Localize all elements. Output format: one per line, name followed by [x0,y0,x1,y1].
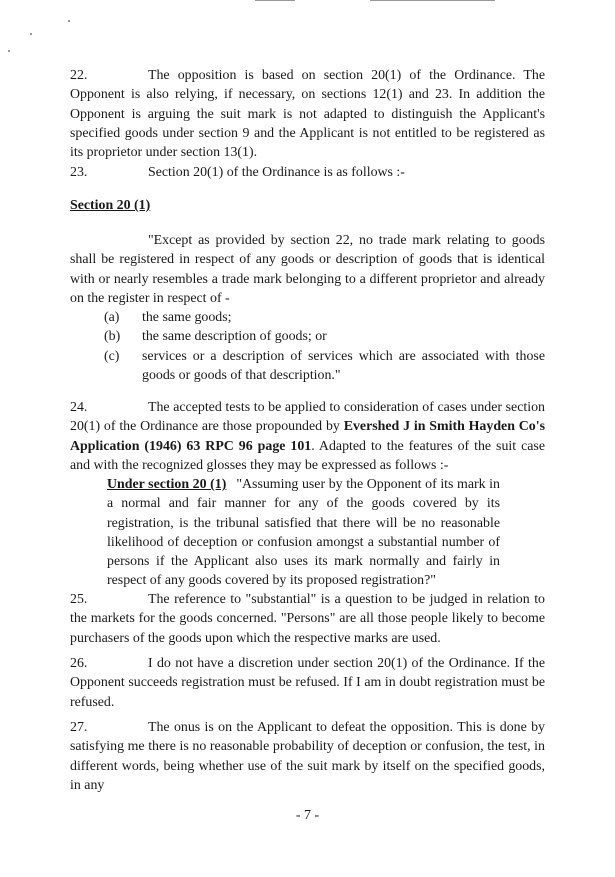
list-item-label: (a) [104,310,120,325]
paragraph-text: The reference to "substantial" is a question to be judged in relation to the markets for the goods concerned. "Persons" are all those people likely to become purchasers of the goods upon which the respective marks are used. [70,592,545,646]
paragraph-text: . Adapted to the features of the suit case and with the recognized glosses they may be expressed as follows :- [70,438,545,473]
paragraph-number: 27. [70,720,88,735]
paragraph-number: 26. [70,656,88,671]
list-item-label: (b) [104,329,121,345]
paragraph-22 [70,66,545,162]
statute-body: "Except as provided by section 22, no trade mark relating to goods shall be registered in respect of any goods or description of goods that is identical with or nearly resembles a trade mark belonging to a different proprietor and already on the register in respect of - [70,233,545,306]
page-number: - 7 - [295,808,320,823]
paragraph-25 [70,590,545,648]
test-quote [107,475,500,591]
paragraph-text: I do not have a discretion under section 20(1) of the Ordinance. If the Opponent succeeds registration must be refused. If I am in doubt registration must be refused. [70,656,545,710]
scan-speck [30,33,32,35]
paragraph-text: The onus is on the Applicant to defeat the opposition. This is done by satisfying me there is no reasonable probability of deception or confusion, the test, in different words, being whether use of the suit mark by itself on the specified goods, in any [70,720,545,793]
paragraph-number: 22. [70,68,88,83]
paragraph-number: 23. [70,165,88,180]
scan-speck [68,20,70,22]
paragraph-number: 25. [70,592,88,607]
list-item-text: services or a description of services which are associated with those goods or goods of that description." [142,348,545,383]
list-item-text: the same goods; [142,310,232,325]
list-item [104,347,545,386]
paragraph-26 [70,654,545,712]
paragraph-23 [70,163,545,182]
section-heading: Section 20 (1) [70,198,151,213]
list-item-text: the same description of goods; or [142,329,327,345]
list-item [104,308,545,327]
statute-text [70,231,545,308]
paragraph-text: Section 20(1) of the Ordinance is as follows :- [148,165,405,180]
case-citation: Evershed J in Smith Hayden Co's Application (1946) 63 RPC 96 page 101 [70,419,546,454]
quote-heading: Under section 20 (1) [107,477,227,492]
paragraph-24 [70,398,545,475]
paragraph-text: The opposition is based on section 20(1) of the Ordinance. The Opponent is also relying, if necessary, on sections 12(1) and 23. In addition the Opponent is arguing the suit mark is not adapted to distinguish the Applicant's specified goods under section 9 and the Applicant is not entitled to be registered as its proprietor under section 13(1). [70,68,545,161]
statute-list [104,308,545,385]
paragraph-27 [70,718,545,795]
paragraph-text: The accepted tests to be applied to consideration of cases under section 20(1) of the Ordinance are those propounded by [70,400,545,435]
paragraph-number: 24. [70,400,88,415]
quote-text: "Assuming user by the Opponent of its mark in a normal and fair manner for any of the goods covered by its registration, is the tribunal satisfied that there will be no reasonable likelihood of deception or confusion amongst a substantial number of persons if the Applicant also uses its mark normally and fairly in respect of any goods covered by its proposed registration?" [107,477,500,589]
list-item [104,327,545,346]
scan-speck [8,50,10,52]
scan-edge-line [255,0,295,1]
list-item-label: (c) [104,348,120,364]
scan-edge-line [370,0,495,1]
